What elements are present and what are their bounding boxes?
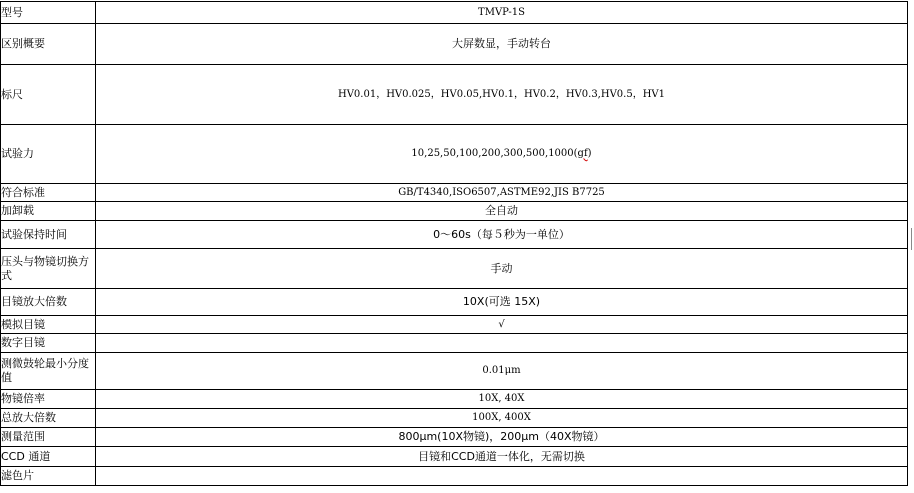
test-force-values: 10,25,50,100,200,300,500,1000( — [411, 148, 578, 159]
table-row — [1, 184, 908, 202]
row-value-objective-mag: 10X, 40X — [96, 390, 908, 409]
row-value-test-force — [96, 125, 908, 184]
table-row — [1, 249, 908, 289]
test-force-close: ) — [587, 148, 592, 159]
row-label-measure-range: 测量范围 — [1, 428, 96, 447]
row-value-drum-division: 0.01μm — [96, 353, 908, 390]
row-label-standards: 符合标准 — [1, 184, 96, 202]
row-value-standards: GB/T4340,ISO6507,ASTME92,JIS B7725 — [96, 184, 908, 202]
table-row — [1, 65, 908, 125]
row-value-measure-range: 800μm(10X物镜)，200μm（40X物镜） — [96, 428, 908, 447]
table-row — [1, 467, 908, 486]
row-value-eyepiece-mag: 10X(可选 15X) — [96, 289, 908, 316]
table-row — [1, 334, 908, 353]
row-label-analog-eyepiece: 模拟目镜 — [1, 316, 96, 334]
table-row — [1, 316, 908, 334]
row-value-switch-mode: 手动 — [96, 249, 908, 289]
table-row — [1, 353, 908, 390]
table-row — [1, 221, 908, 249]
table-row — [1, 409, 908, 428]
row-label-loading: 加卸载 — [1, 202, 96, 221]
table-row — [1, 202, 908, 221]
row-label-model: 型号 — [1, 2, 96, 24]
row-value-total-mag: 100X, 400X — [96, 409, 908, 428]
table-row — [1, 24, 908, 65]
table-row — [1, 428, 908, 447]
row-label-summary: 区别概要 — [1, 24, 96, 65]
row-label-test-force: 试验力 — [1, 125, 96, 184]
table-row — [1, 2, 908, 24]
scrollbar-marker — [911, 228, 912, 250]
row-value-ccd-channel: 目镜和CCD通道一体化，无需切换 — [96, 447, 908, 467]
table-row — [1, 125, 908, 184]
row-value-analog-eyepiece: √ — [96, 316, 908, 334]
table-row — [1, 447, 908, 467]
row-value-filter — [96, 467, 908, 486]
row-label-switch-mode: 压头与物镜切换方式 — [1, 249, 96, 289]
row-value-digital-eyepiece — [96, 334, 908, 353]
row-label-drum-division: 测微鼓轮最小分度值 — [1, 353, 96, 390]
spec-table — [0, 1, 908, 486]
table-row — [1, 390, 908, 409]
row-value-model: TMVP-1S — [96, 2, 908, 24]
row-label-filter: 滤色片 — [1, 467, 96, 486]
row-value-scale: HV0.01，HV0.025，HV0.05,HV0.1，HV0.2，HV0.3,HV0.5，HV1 — [96, 65, 908, 125]
row-label-digital-eyepiece: 数字目镜 — [1, 334, 96, 353]
row-value-dwell-time: 0～60s（每５秒为一单位） — [96, 221, 908, 249]
row-value-loading: 全自动 — [96, 202, 908, 221]
row-label-scale: 标尺 — [1, 65, 96, 125]
table-row — [1, 289, 908, 316]
row-label-eyepiece-mag: 目镜放大倍数 — [1, 289, 96, 316]
row-value-summary: 大屏数显，手动转台 — [96, 24, 908, 65]
row-label-objective-mag: 物镜倍率 — [1, 390, 96, 409]
test-force-unit: gf — [577, 148, 588, 159]
row-label-dwell-time: 试验保持时间 — [1, 221, 96, 249]
row-label-ccd-channel: CCD 通道 — [1, 447, 96, 467]
row-label-total-mag: 总放大倍数 — [1, 409, 96, 428]
